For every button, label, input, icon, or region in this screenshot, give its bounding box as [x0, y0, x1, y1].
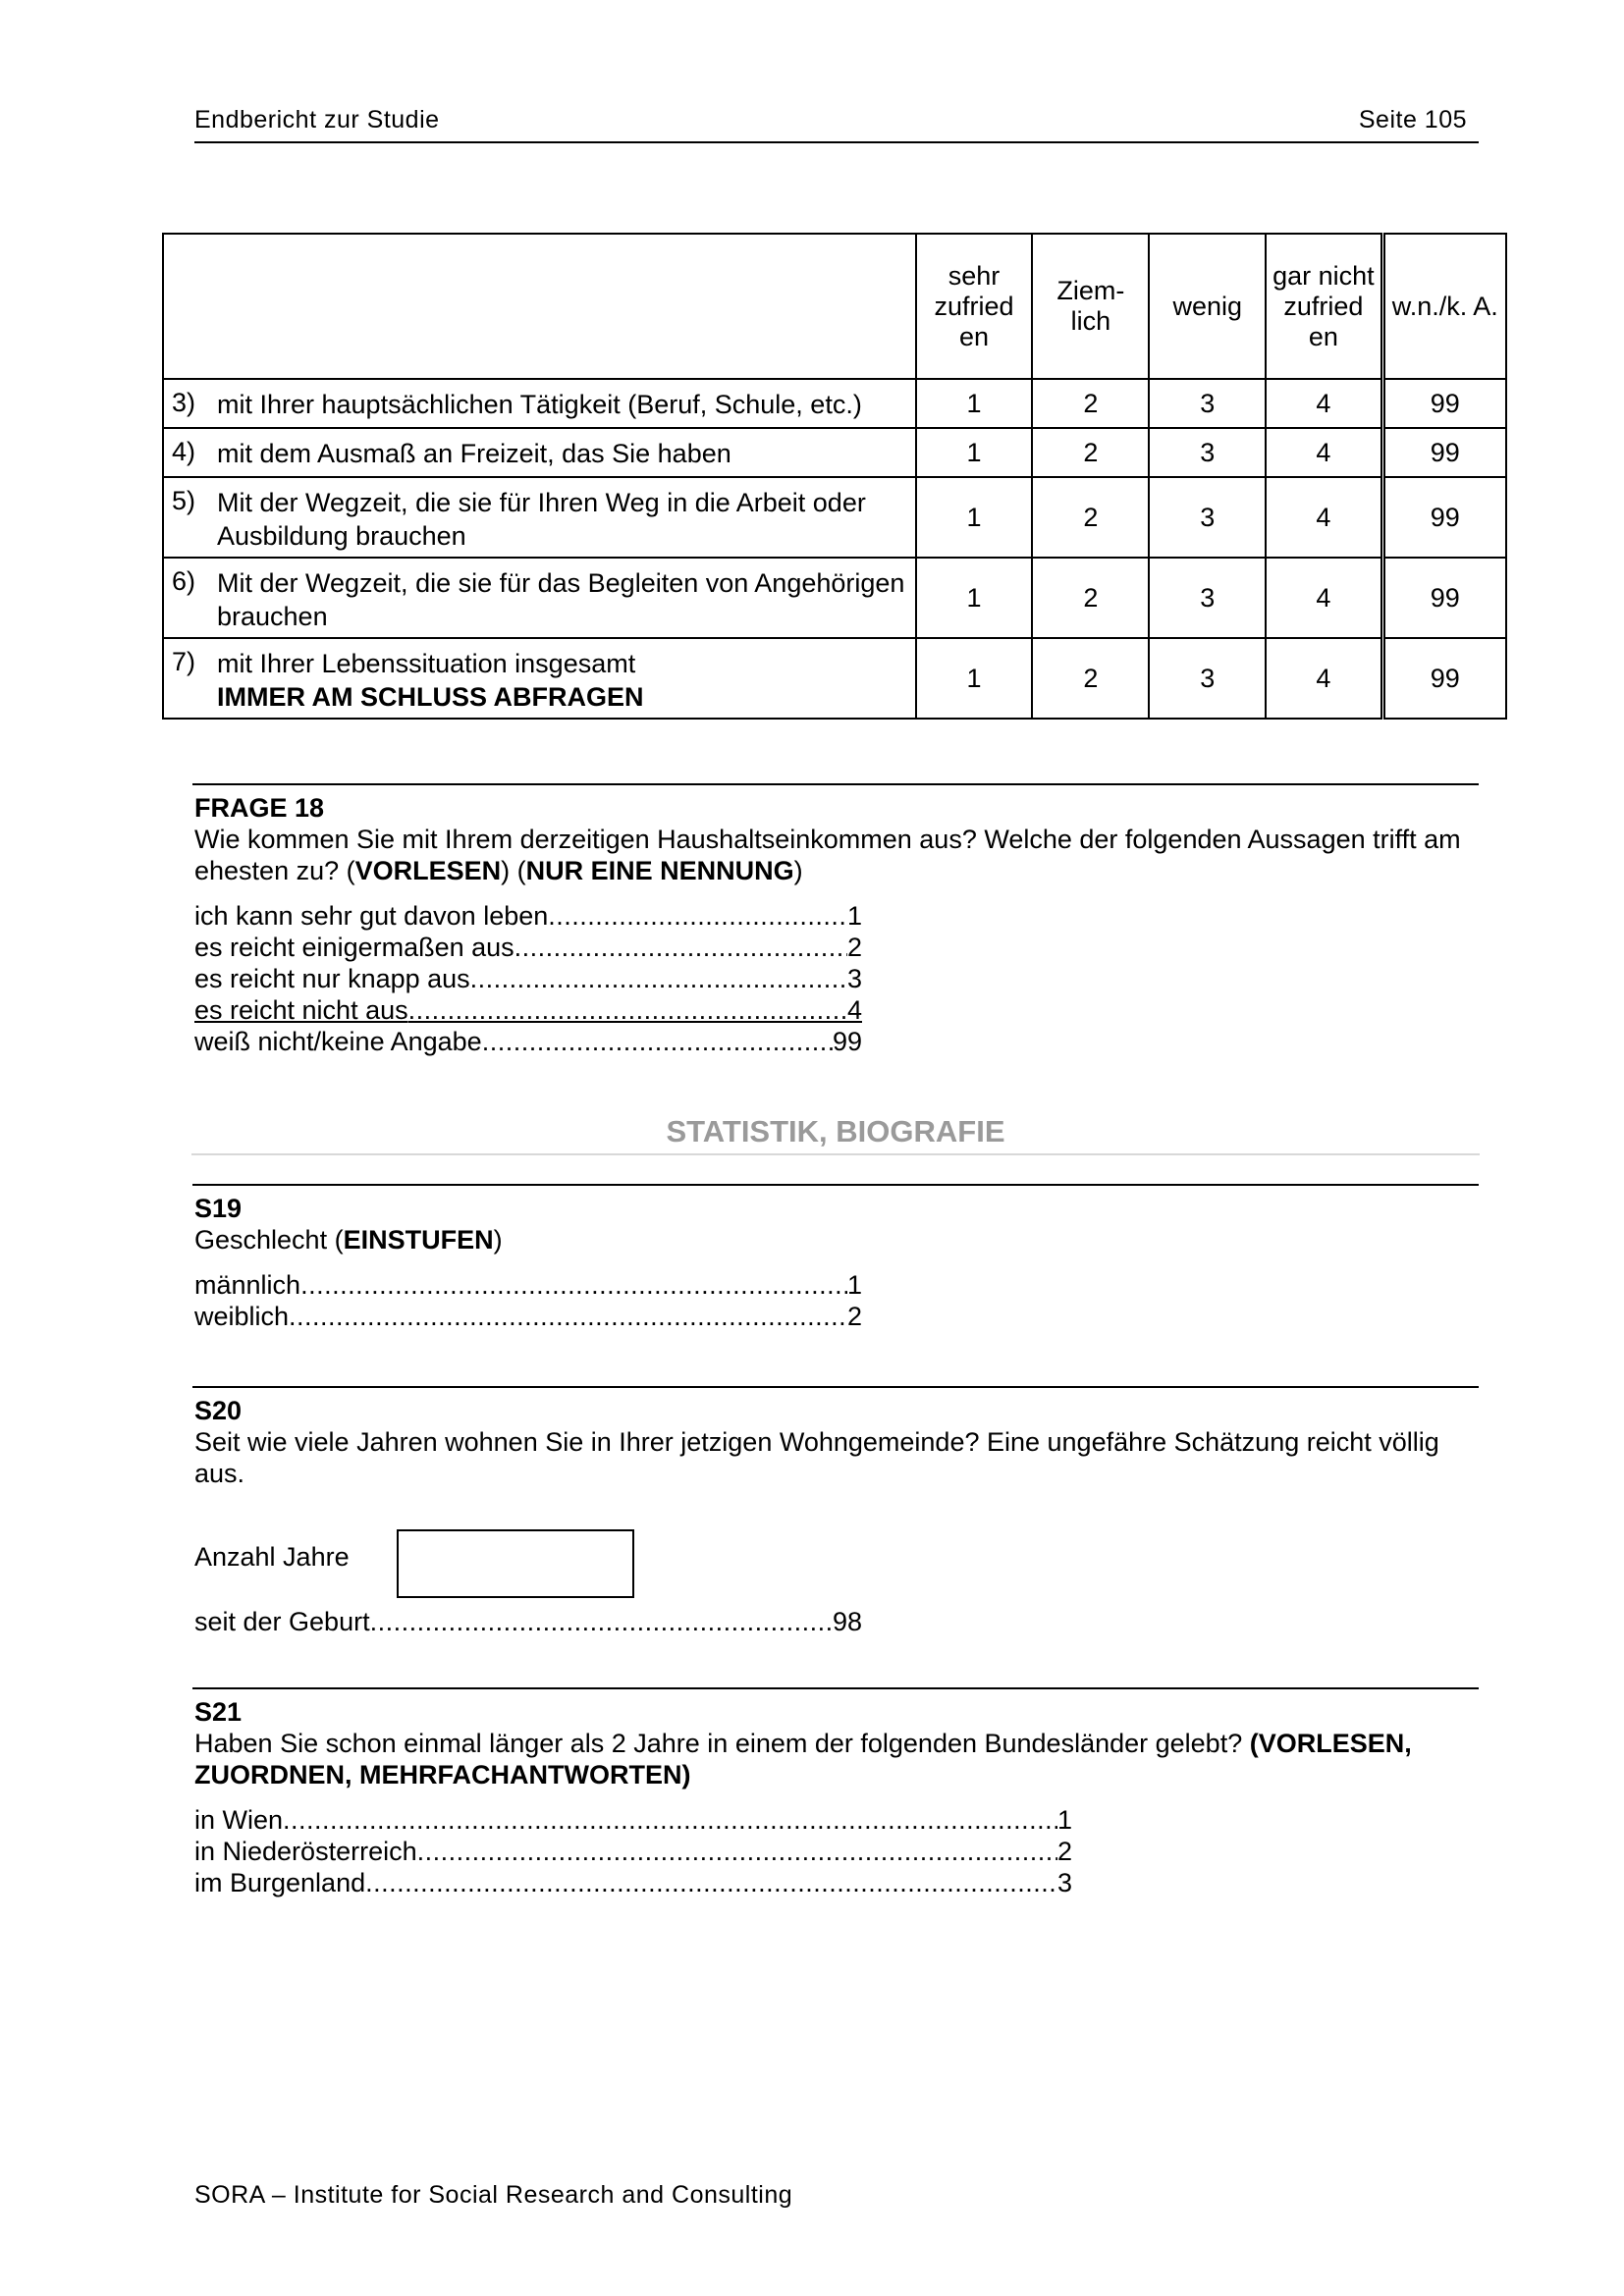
answer-code: 4 [1266, 558, 1382, 638]
answer-code: 1 [916, 379, 1033, 428]
table-row [163, 379, 1506, 428]
page-header [194, 102, 1479, 143]
answer-code: 3 [1149, 428, 1266, 477]
column-header: sehr zufried en [916, 234, 1033, 379]
answer-option: weiblich ..... 2 [194, 1301, 862, 1332]
answer-code: 4 [1266, 428, 1382, 477]
page-number: Seite 105 [1358, 106, 1467, 133]
answer-code: 3 [1149, 638, 1266, 719]
question-text: Haben Sie schon einmal länger als 2 Jahre in einem der folgenden Bundesländer gelebt? (VORLESEN, ZUORDNEN, MEHRFACHANTWORTEN) [194, 1729, 1412, 1789]
answer-option: es reicht nicht aus ..... 4 [194, 994, 862, 1026]
question-title: FRAGE 18 [194, 793, 325, 823]
table-row [163, 638, 1506, 719]
years-field-label: Anzahl Jahre [194, 1542, 350, 1572]
question-text: Geschlecht (EINSTUFEN) [194, 1225, 503, 1255]
answer-code: 2 [1032, 379, 1149, 428]
answer-code: 99 [1382, 379, 1506, 428]
answer-code: 2 [1032, 477, 1149, 558]
question-s19 [194, 1194, 1479, 1332]
item-text: mit Ihrer hauptsächlichen Tätigkeit (Beruf, Schule, etc.) [217, 390, 862, 419]
answer-option: seit der Geburt ..... 98 [194, 1606, 862, 1637]
column-header: Ziem- lich [1032, 234, 1149, 379]
section-heading: STATISTIK, BIOGRAFIE [191, 1114, 1480, 1155]
item-text: Mit der Wegzeit, die sie für Ihren Weg in die Arbeit oder Ausbildung brauchen [217, 488, 866, 551]
item-number: 4) [172, 437, 196, 466]
answer-code: 1 [916, 477, 1033, 558]
answer-options [194, 1804, 1479, 1898]
column-header: wenig [1149, 234, 1266, 379]
answer-options [194, 1269, 1479, 1332]
answer-code: 2 [1032, 638, 1149, 719]
question-s21 [194, 1697, 1479, 1898]
answer-code: 3 [1149, 558, 1266, 638]
table-row [163, 558, 1506, 638]
answer-code: 1 [916, 428, 1033, 477]
answer-code: 4 [1266, 379, 1382, 428]
answer-code: 3 [1149, 477, 1266, 558]
question-text: Wie kommen Sie mit Ihrem derzeitigen Haushaltseinkommen aus? Welche der folgenden Aussagen trifft am ehesten zu? (VORLESEN) (NUR EINE NENNUNG) [194, 825, 1461, 885]
answer-code: 2 [1032, 558, 1149, 638]
report-title: Endbericht zur Studie [194, 106, 440, 133]
section-divider [192, 1184, 1479, 1186]
question-title: S20 [194, 1396, 243, 1425]
section-divider [192, 783, 1479, 785]
item-number: 3) [172, 388, 196, 417]
item-number: 6) [172, 566, 196, 596]
answer-option: im Burgenland ..... 3 [194, 1867, 1072, 1898]
answer-option: weiß nicht/keine Angabe ..... 99 [194, 1026, 862, 1057]
answer-code: 4 [1266, 638, 1382, 719]
item-text: mit dem Ausmaß an Freizeit, das Sie haben [217, 439, 731, 468]
section-divider [192, 1687, 1479, 1689]
answer-option: es reicht einigermaßen aus ..... 2 [194, 932, 862, 963]
item-number: 5) [172, 486, 196, 515]
answer-code: 99 [1382, 428, 1506, 477]
answer-code: 99 [1382, 477, 1506, 558]
table-header-empty [163, 234, 916, 379]
question-text: Seit wie viele Jahren wohnen Sie in Ihrer jetzigen Wohngemeinde? Eine ungefähre Schätzung reicht völlig aus. [194, 1427, 1439, 1488]
answer-code: 1 [916, 638, 1033, 719]
question-title: S21 [194, 1697, 243, 1727]
answer-options [194, 900, 1479, 1057]
table-header-row [163, 234, 1506, 379]
item-text: Mit der Wegzeit, die sie für das Begleiten von Angehörigen brauchen [217, 568, 905, 631]
answer-option: männlich ..... 1 [194, 1269, 862, 1301]
question-title: S19 [194, 1194, 243, 1223]
question-frage-18 [194, 793, 1479, 1057]
answer-option: in Niederösterreich ..... 2 [194, 1836, 1072, 1867]
answer-code: 2 [1032, 428, 1149, 477]
page-footer: SORA – Institute for Social Research and Consulting [194, 2181, 793, 2209]
answer-options [194, 1606, 862, 1637]
answer-code: 3 [1149, 379, 1266, 428]
answer-code: 99 [1382, 638, 1506, 719]
column-header: gar nicht zufried en [1266, 234, 1382, 379]
table-row [163, 428, 1506, 477]
item-text: mit Ihrer Lebenssituation insgesamt [217, 649, 636, 678]
answer-option: in Wien ..... 1 [194, 1804, 1072, 1836]
years-input-box[interactable] [397, 1529, 634, 1598]
answer-code: 1 [916, 558, 1033, 638]
item-number: 7) [172, 647, 196, 676]
answer-code: 4 [1266, 477, 1382, 558]
section-divider [192, 1386, 1479, 1388]
column-header: w.n./k. A. [1382, 234, 1506, 379]
answer-code: 99 [1382, 558, 1506, 638]
interviewer-note: IMMER AM SCHLUSS ABFRAGEN [217, 682, 644, 712]
table-row [163, 477, 1506, 558]
satisfaction-table [162, 233, 1507, 720]
answer-option: ich kann sehr gut davon leben ..... 1 [194, 900, 862, 932]
answer-option: es reicht nur knapp aus ..... 3 [194, 963, 862, 994]
question-s20 [194, 1396, 1479, 1489]
